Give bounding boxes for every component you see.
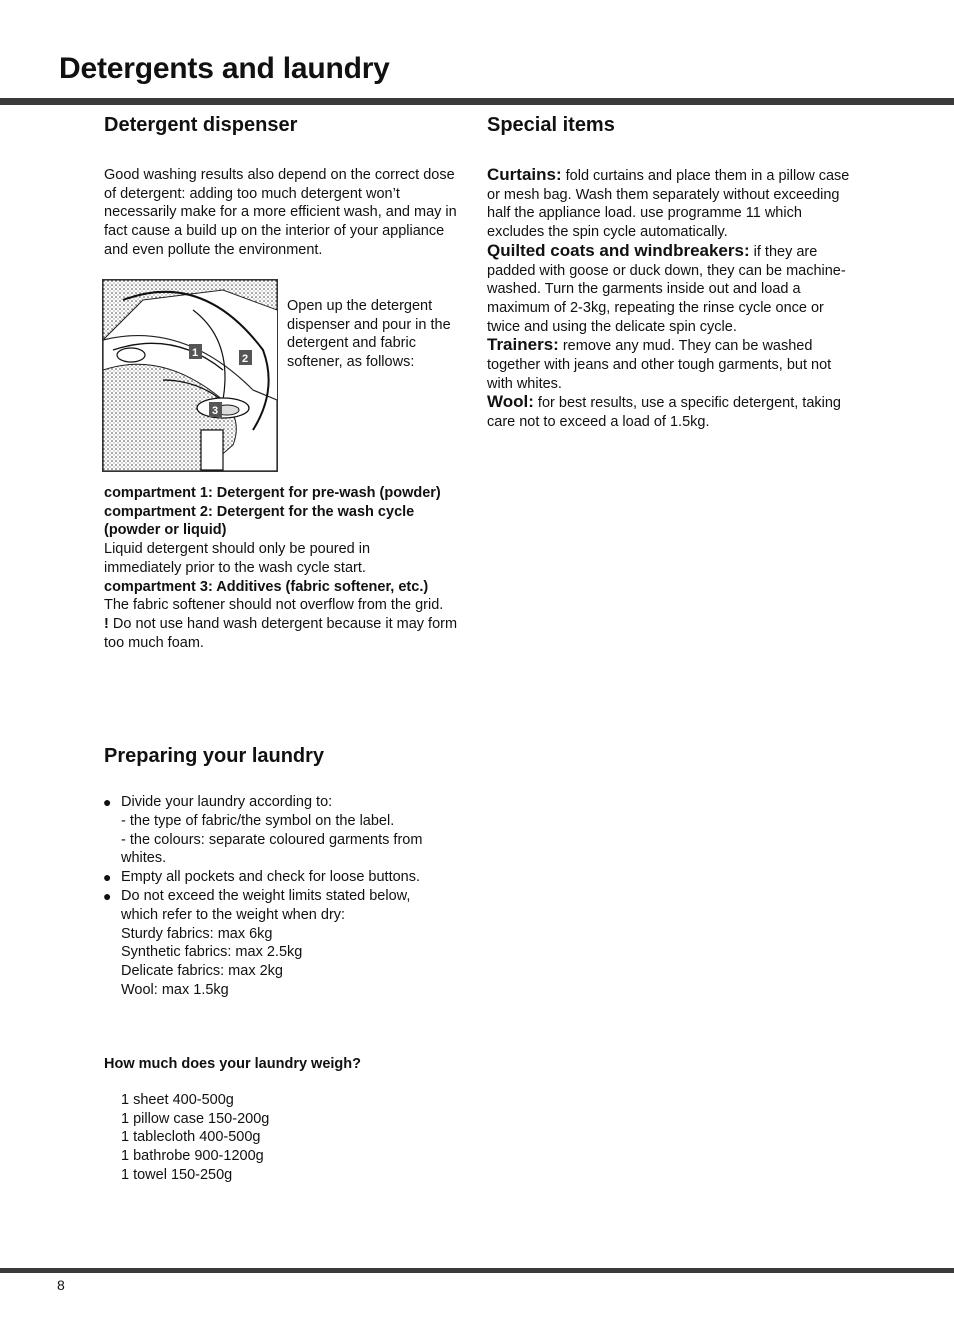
bullet-divide-sub-colours: - the colours: separate coloured garments from whites. [121,831,423,867]
figure-label-1: 1 [192,347,199,359]
wool-term: Wool: [487,392,534,412]
wool-paragraph [487,393,853,431]
limit-sturdy: Sturdy fabrics: max 6kg [121,925,273,942]
weights-list [121,1091,269,1185]
warning-text: Do not use hand wash detergent because it may form too much foam. [104,615,458,651]
weigh-heading: How much does your laundry weigh? [104,1056,361,1072]
curtains-text: fold curtains and place them in a pillow case or mesh bag. Wash them separately without exceeding half the appliance load. use programme 11 which excludes the spin cycle automatically. [487,168,850,241]
figure-label-3: 3 [212,405,219,417]
compartment-3-note: The fabric softener should not overflow from the grid. [104,597,444,614]
bottom-rule [0,1268,954,1273]
figure-caption: Open up the detergent dispenser and pour in the detergent and fabric softener, as follows: [287,298,451,371]
page-title: Detergents and laundry [59,52,390,85]
compartment-3: compartment 3: Additives (fabric softener, etc.) [104,578,429,595]
wool-text: for best results, use a specific detergent, taking care not to exceed a load of 1.5kg. [487,395,841,431]
bullet-item-divide [103,793,463,868]
curtains-term: Curtains: [487,165,562,184]
trainers-term: Trainers: [487,335,559,355]
weight-towel: 1 towel 150-250g [121,1166,233,1183]
warning-mark: ! [104,615,109,632]
compartment-2: compartment 2: Detergent for the wash cycle (powder or liquid) [104,503,415,539]
weight-bathrobe: 1 bathrobe 900-1200g [121,1148,264,1165]
weight-pillow-case: 1 pillow case 150-200g [121,1110,270,1127]
compartment-2-note: Liquid detergent should only be poured in immediately prior to the wash cycle start. [104,541,371,576]
trainers-paragraph [487,336,853,393]
bullet-item-weight [103,887,463,1000]
figure-label-2: 2 [242,353,249,365]
preparing-laundry-heading: Preparing your laundry [104,745,325,767]
bullet-dot-icon: ● [103,887,112,904]
warning-paragraph [104,615,466,652]
detergent-dispenser-intro: Good washing results also depend on the correct dose of detergent: adding too much detergent won’t necessarily make for a more efficient wash, and may in fact cause a build up on the interior of your appliance and even pollute the environment. [104,167,457,258]
bullet-dot-icon: ● [103,869,112,886]
curtains-paragraph [487,166,853,242]
compartment-descriptions [104,484,466,652]
bullet-dot-icon: ● [103,794,112,810]
limit-synthetic: Synthetic fabrics: max 2.5kg [121,944,303,961]
quilted-paragraph [487,242,853,337]
special-items-heading: Special items [487,114,615,136]
bullet-divide-sub-fabric: - the type of fabric/the symbol on the label. [121,812,395,829]
bullet-pockets-text: Empty all pockets and check for loose buttons. [121,869,421,886]
limit-delicate: Delicate fabrics: max 2kg [121,963,283,980]
top-rule [0,98,954,105]
page-number: 8 [57,1277,65,1293]
laundry-bullet-list [103,793,463,1000]
limit-wool: Wool: max 1.5kg [121,981,229,998]
bullet-weight-text: Do not exceed the weight limits stated below, which refer to the weight when dry: [121,887,411,923]
quilted-text: if they are padded with goose or duck down, they can be machine-washed. Turn the garments inside out and load a maximum of 2-3kg, repeating the rinse cycle once or twice and using the delicate spin cycle. [487,243,846,335]
weight-sheet: 1 sheet 400-500g [121,1092,234,1108]
compartment-1: compartment 1: Detergent for pre-wash (powder) [104,485,441,501]
quilted-term: Quilted coats and windbreakers: [487,240,750,260]
bullet-item-pockets [103,868,463,887]
trainers-text: remove any mud. They can be washed together with jeans and other tough garments, but not with whites. [487,338,832,392]
weight-tablecloth: 1 tablecloth 400-500g [121,1129,261,1146]
dispenser-figure [102,279,278,472]
detergent-dispenser-heading: Detergent dispenser [104,114,298,136]
bullet-divide-text: Divide your laundry according to: [121,794,333,810]
special-items-body [487,166,853,432]
